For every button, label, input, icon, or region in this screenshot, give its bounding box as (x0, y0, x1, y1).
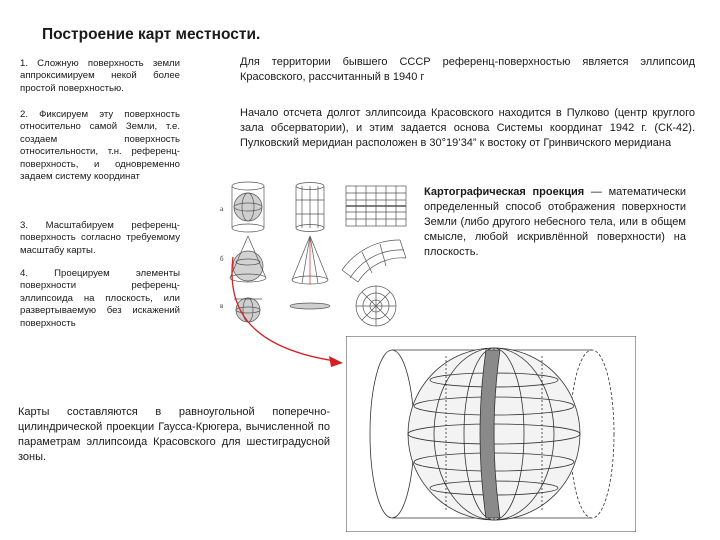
projection-definition (424, 185, 686, 260)
step-3: 3. Масштабируем референц-поверхность согласно требуемому масштабу карты. (20, 220, 180, 256)
row-letter-v: в (220, 302, 224, 310)
row-letter-b: б (220, 255, 224, 263)
projection-term: Картографическая проекция (424, 186, 585, 198)
cylinder-globe-drawing (232, 182, 264, 232)
step-1: 1. Сложную поверхность земли аппроксимируем некой более простой поверхностью. (20, 58, 180, 94)
red-arrow (225, 255, 355, 385)
krasovsky-paragraph: Для территории бывшего СССР референц-поверхностью является эллипсоид Красовского, рассчитанный в 1940 г (240, 56, 695, 83)
gauss-kruger-paragraph: Карты составляются в равноугольной поперечно-цилиндрической проекции Гаусса-Крюгера, вычисленной по параметрам эллипсоида Красовского для шестиградусной зоны. (18, 406, 330, 463)
step-4: 4. Проецируем элементы поверхности референц-эллипсоида на плоскость, или развертываемую без искажений поверхность (20, 268, 180, 329)
page-title: Построение карт местности. (42, 26, 261, 43)
cylinder-unrolled-drawing (296, 183, 324, 232)
pulkovo-paragraph: Начало отсчета долгот эллипсоида Красовского находится в Пулково (центр круглого зала обсерватории), и этим задается основа Системы координат 1942 г. (СК-42). Пулковский меридиан расположен в 30°19’34” к востоку от Гринвичского меридиана (240, 107, 695, 149)
row-letter-a: а (220, 205, 224, 213)
cylindrical-grid-drawing (346, 186, 406, 226)
projection-definition-text: — математически определенный способ отображения поверхности Земли (либо другого небесного тела, или в общем смысле, любой искривлённой поверхности) на плоскость. (424, 186, 686, 258)
azimuthal-grid-drawing (356, 286, 396, 326)
gauss-kruger-globe-figure (346, 336, 636, 532)
step-2: 2. Фиксируем эту поверхность относительно самой Земли, т.е. создаем поверхность относительности, т.н. референц-поверхность, и одновременно задаем систему координат (20, 109, 180, 183)
